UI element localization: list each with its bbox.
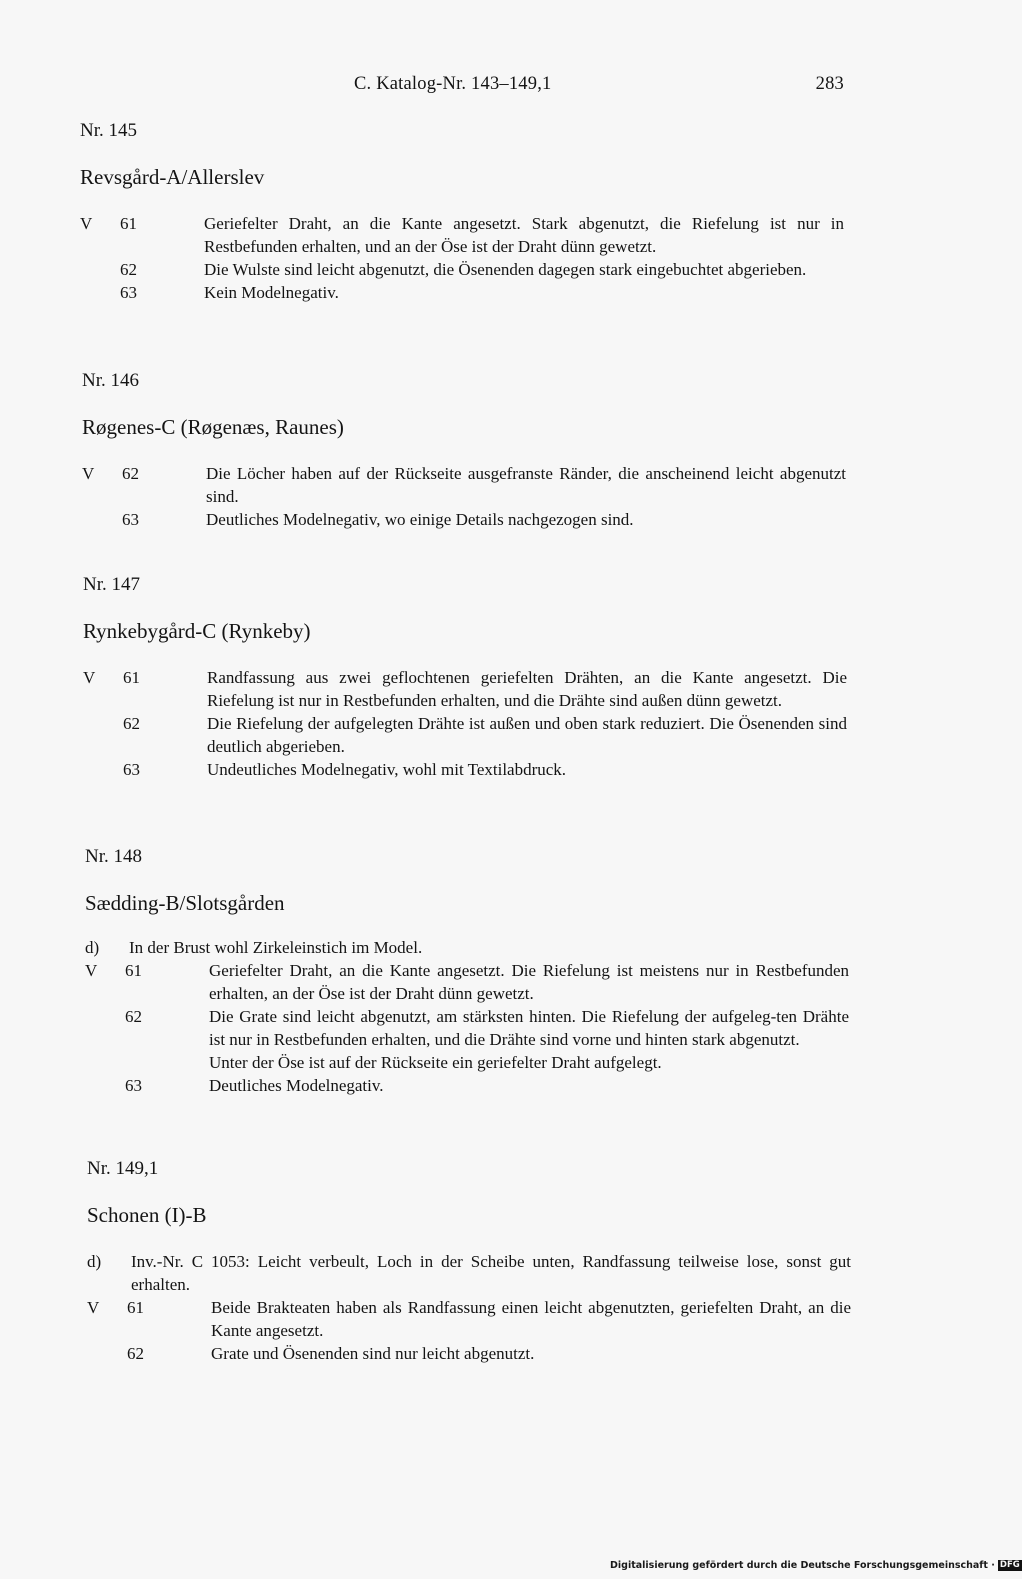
note-number: 61 xyxy=(120,214,137,233)
entry-notes xyxy=(82,462,846,531)
note-text: Grate und Ösenenden sind nur leicht abgenutzt. xyxy=(211,1344,535,1363)
note-row xyxy=(83,712,847,758)
entry-title: Schonen (I)-B xyxy=(87,1203,207,1227)
note-number: 63 xyxy=(123,760,140,779)
note-text: Deutliches Modelnegativ, wo einige Details nachgezogen sind. xyxy=(206,510,634,529)
entry-notes xyxy=(87,1250,851,1365)
note-text: Die Riefelung der aufgelegten Drähte ist außen und oben stark reduziert. Die Ösenenden sind deutlich abgerieben. xyxy=(207,714,847,756)
note-number: 63 xyxy=(125,1076,142,1095)
note-text: Kein Modelnegativ. xyxy=(204,283,339,302)
note-row xyxy=(80,212,844,258)
note-text: In der Brust wohl Zirkeleinstich im Model. xyxy=(129,938,423,957)
note-row xyxy=(82,508,846,531)
note-row xyxy=(80,258,844,281)
note-mark: V xyxy=(87,1298,100,1317)
note-row xyxy=(85,1005,849,1051)
note-number: 61 xyxy=(123,668,140,687)
note-number: 62 xyxy=(122,464,139,483)
entry-notes xyxy=(85,936,849,1097)
note-text: Die Grate sind leicht abgenutzt, am stärksten hinten. Die Riefelung der aufgeleg-ten Drähte ist nur in Restbefunden erhalten, und die Drähte sind vorne und hinten stark abgenutzt. xyxy=(209,1007,849,1049)
entry-title: Sædding-B/Slotsgården xyxy=(85,891,285,915)
entry-number: Nr. 146 xyxy=(82,370,139,391)
note-row xyxy=(85,1074,849,1097)
note-number: 63 xyxy=(120,283,137,302)
note-text: Beide Brakteaten haben als Randfassung einen leicht abgenutzten, geriefelten Draht, an die Kante angesetzt. xyxy=(211,1298,851,1340)
note-text: Geriefelter Draht, an die Kante angesetzt. Stark abgenutzt, die Riefelung ist nur in Restbefunden erhalten, und an der Öse ist der Draht dünn gewetzt. xyxy=(204,214,844,256)
note-mark: d) xyxy=(85,938,100,957)
note-mark: V xyxy=(80,214,93,233)
note-text: Die Löcher haben auf der Rückseite ausgefranste Ränder, die anscheinend leicht abgenutzt sind. xyxy=(206,464,846,506)
note-row xyxy=(85,959,849,1005)
note-row xyxy=(85,1051,849,1074)
note-number: 62 xyxy=(120,260,137,279)
entry-number: Nr. 148 xyxy=(85,846,142,867)
note-row xyxy=(87,1342,851,1365)
digitization-credit xyxy=(610,1560,1022,1571)
note-number: 62 xyxy=(127,1344,144,1363)
note-row xyxy=(85,936,849,959)
note-number: 61 xyxy=(125,961,142,980)
entry-title: Rynkebygård-C (Rynkeby) xyxy=(83,619,311,643)
note-text: Die Wulste sind leicht abgenutzt, die Ösenenden dagegen stark eingebuchtet abgerieben. xyxy=(204,260,807,279)
note-row xyxy=(83,758,847,781)
entry-number: Nr. 147 xyxy=(83,574,140,595)
dfg-logo: DFG xyxy=(999,1560,1020,1570)
credit-text: Digitalisierung gefördert durch die Deutsche Forschungsgemeinschaft · xyxy=(610,1560,995,1571)
note-text: Inv.-Nr. C 1053: Leicht verbeult, Loch in der Scheibe unten, Randfassung teilweise lose, sonst gut erhalten. xyxy=(131,1252,851,1294)
entry-number: Nr. 149,1 xyxy=(87,1158,159,1179)
note-mark: V xyxy=(82,464,95,483)
page-number: 283 xyxy=(815,74,844,94)
note-number: 61 xyxy=(127,1298,144,1317)
note-mark: d) xyxy=(87,1252,102,1271)
running-title: C. Katalog-Nr. 143–149,1 xyxy=(354,74,552,94)
note-row xyxy=(82,462,846,508)
note-number: 62 xyxy=(125,1007,142,1026)
note-text: Randfassung aus zwei geflochtenen geriefelten Drähten, an die Kante angesetzt. Die Riefelung ist nur in Restbefunden erhalten, und die Drähte sind außen dünn gewetzt. xyxy=(207,668,847,710)
note-row xyxy=(87,1250,851,1296)
entry-notes xyxy=(83,666,847,781)
note-number: 63 xyxy=(122,510,139,529)
entry-title: Røgenes-C (Røgenæs, Raunes) xyxy=(82,415,344,439)
note-mark: V xyxy=(85,961,98,980)
note-number: 62 xyxy=(123,714,140,733)
note-text: Unter der Öse ist auf der Rückseite ein geriefelter Draht aufgelegt. xyxy=(209,1053,662,1072)
note-text: Geriefelter Draht, an die Kante angesetzt. Die Riefelung ist meistens nur in Restbefunden erhalten, an der Öse ist der Draht dünn gewetzt. xyxy=(209,961,849,1003)
note-row xyxy=(87,1296,851,1342)
entry-notes xyxy=(80,212,844,304)
entry-number: Nr. 145 xyxy=(80,120,137,141)
note-text: Undeutliches Modelnegativ, wohl mit Textilabdruck. xyxy=(207,760,567,779)
note-text: Deutliches Modelnegativ. xyxy=(209,1076,384,1095)
note-mark: V xyxy=(83,668,96,687)
entry-title: Revsgård-A/Allerslev xyxy=(80,165,265,189)
note-row xyxy=(80,281,844,304)
running-header xyxy=(354,74,844,102)
note-row xyxy=(83,666,847,712)
